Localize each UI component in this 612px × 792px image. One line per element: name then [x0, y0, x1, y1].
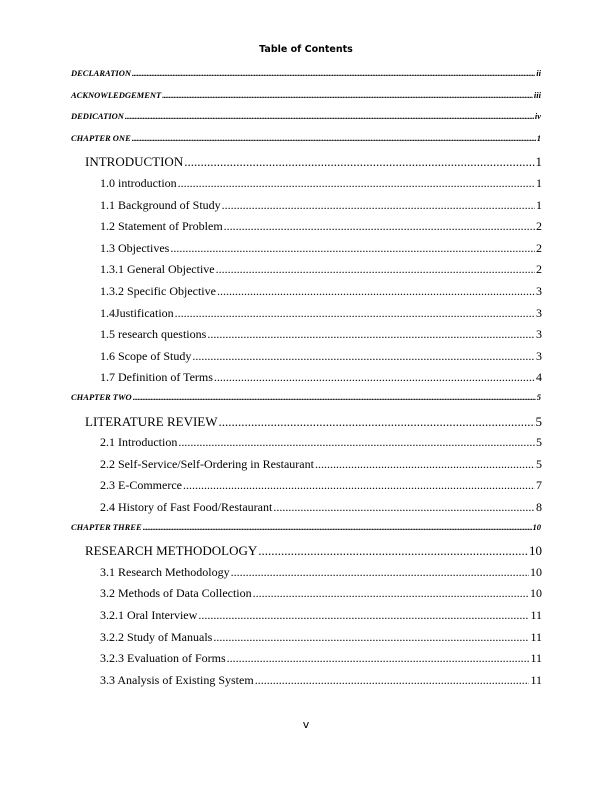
toc-entry-label: 1.0 introduction	[100, 176, 177, 190]
toc-entry-label: CHAPTER TWO	[71, 392, 132, 402]
toc-entry[interactable]	[100, 219, 542, 234]
toc-entry-page: 10	[529, 543, 542, 559]
toc-entry-label: CHAPTER THREE	[71, 521, 142, 532]
page-title: Table of Contents	[259, 44, 353, 55]
toc-entry-label: DECLARATION	[71, 68, 131, 78]
dot-leader	[192, 349, 535, 364]
dot-leader	[255, 673, 530, 688]
toc-entry[interactable]	[100, 565, 542, 580]
toc-entry-page: 3	[536, 327, 542, 342]
toc-entry-label: ACKNOWLEDGEMENT	[71, 89, 162, 100]
toc-entry-page: 10	[530, 586, 542, 601]
toc-entry[interactable]	[85, 543, 542, 559]
toc-entry[interactable]	[100, 586, 542, 601]
dot-leader	[162, 90, 533, 100]
dot-leader	[253, 586, 529, 601]
toc-entry[interactable]	[100, 284, 542, 299]
toc-entry[interactable]	[100, 608, 542, 623]
dot-leader	[143, 522, 532, 532]
toc-entry[interactable]	[100, 630, 542, 645]
toc-entry-label: 1.3 Objectives	[100, 240, 170, 255]
dot-leader	[178, 435, 535, 450]
dot-leader	[132, 68, 535, 78]
dot-leader	[132, 133, 536, 143]
toc-entry[interactable]	[100, 241, 542, 256]
toc-entry-page: 11	[530, 651, 542, 666]
dot-leader	[198, 608, 529, 623]
dot-leader	[217, 284, 535, 299]
toc-entry[interactable]	[100, 176, 542, 191]
toc-entry-page: 5	[535, 413, 542, 429]
toc-entry[interactable]	[100, 306, 542, 321]
page-number: v	[302, 718, 310, 731]
toc-entry[interactable]	[100, 651, 542, 666]
toc-entry-label: DEDICATION	[71, 111, 124, 122]
toc-entry[interactable]	[100, 198, 542, 213]
toc-entry-label: 1.7 Definition of Terms	[100, 370, 213, 385]
dot-leader	[175, 306, 535, 321]
toc-entry[interactable]	[100, 327, 542, 342]
dot-leader	[214, 370, 535, 385]
toc-entry-page: 3	[536, 348, 542, 363]
toc-entry[interactable]	[100, 478, 542, 493]
toc-entry-label: INTRODUCTION	[85, 154, 184, 170]
dot-leader	[213, 630, 529, 645]
toc-entry-page: 11	[530, 672, 542, 687]
dot-leader	[273, 500, 535, 515]
toc-entry-label: 2.2 Self-Service/Self-Ordering in Restaurant	[100, 456, 314, 471]
dot-leader	[183, 478, 535, 493]
dot-leader	[216, 262, 535, 277]
toc-entry-page: 2	[536, 219, 542, 234]
toc-entry-label: 1.5 research questions	[100, 327, 207, 342]
toc-entry[interactable]	[100, 435, 542, 450]
toc-entry[interactable]	[71, 68, 541, 78]
toc-entry-page: 3	[536, 284, 542, 298]
toc-entry-label: RESEARCH METHODOLOGY	[85, 543, 258, 559]
toc-entry-page: 1	[536, 197, 542, 212]
toc-entry-label: 2.4 History of Fast Food/Restaurant	[100, 500, 273, 514]
toc-entry-label: 2.1 Introduction	[100, 435, 178, 450]
toc-entry-page: 11	[530, 608, 542, 622]
dot-leader	[170, 241, 535, 256]
dot-leader	[133, 392, 536, 402]
dot-leader	[231, 565, 529, 580]
toc-entry-label: 3.2.1 Oral Interview	[100, 608, 198, 622]
toc-entry-page: 5	[536, 435, 542, 450]
dot-leader	[125, 111, 534, 121]
toc-entry[interactable]	[71, 392, 541, 402]
dot-leader	[184, 154, 534, 170]
toc-entry-page: 2	[536, 262, 542, 277]
toc-entry-label: 3.3 Analysis of Existing System	[100, 672, 254, 687]
toc-entry-page: 1	[536, 176, 542, 190]
dot-leader	[227, 651, 530, 666]
toc-entry[interactable]	[100, 673, 542, 688]
toc-entry-label: 3.2.2 Study of Manuals	[100, 629, 213, 644]
dot-leader	[219, 414, 535, 430]
toc-entry-label: LITERATURE REVIEW	[85, 413, 218, 429]
toc-entry-page: 1	[535, 154, 542, 170]
toc-entry[interactable]	[100, 370, 542, 385]
toc-entry-page: 8	[536, 500, 542, 514]
toc-entry[interactable]	[100, 262, 542, 277]
toc-entry[interactable]	[71, 90, 541, 100]
toc-entry-page: 7	[536, 478, 542, 493]
toc-entry[interactable]	[100, 500, 542, 515]
toc-entry-label: 3.2.3 Evaluation of Forms	[100, 651, 226, 666]
toc-entry-label: 1.3.1 General Objective	[100, 262, 215, 277]
toc-entry-page: 1	[536, 132, 541, 143]
toc-entry[interactable]	[85, 154, 542, 170]
toc-entry-label: 2.3 E-Commerce	[100, 478, 182, 493]
toc-entry-label: 3.1 Research Methodology	[100, 564, 230, 579]
dot-leader	[178, 176, 535, 191]
toc-entry-page: iv	[534, 111, 541, 122]
toc-entry[interactable]	[71, 522, 541, 532]
dot-leader	[207, 327, 535, 342]
toc-entry-page: 4	[536, 370, 542, 385]
toc-entry-page: 10	[532, 521, 541, 532]
dot-leader	[224, 219, 535, 234]
toc-entry-label: CHAPTER ONE	[71, 132, 131, 143]
toc-entry[interactable]	[100, 457, 542, 472]
dot-leader	[315, 457, 535, 472]
toc-entry-label: 3.2 Methods of Data Collection	[100, 586, 252, 601]
toc-entry[interactable]	[71, 111, 541, 121]
dot-leader	[222, 198, 535, 213]
dot-leader	[258, 543, 528, 559]
toc-entry[interactable]	[71, 133, 541, 143]
toc-entry-page: ii	[536, 68, 541, 78]
toc-entry-page: 2	[536, 240, 542, 255]
toc-entry-page: 5	[536, 456, 542, 471]
toc-entry-label: 1.4Justification	[100, 305, 174, 320]
toc-entry-label: 1.3.2 Specific Objective	[100, 284, 216, 298]
toc-entry-page: 3	[536, 305, 542, 320]
toc-entry[interactable]	[85, 414, 542, 430]
toc-entry-page: 5	[536, 392, 541, 402]
toc-entry-page: 10	[530, 564, 542, 579]
toc-entry-label: 1.1 Background of Study	[100, 197, 221, 212]
toc-entry[interactable]	[100, 349, 542, 364]
toc-entry-page: 11	[530, 629, 542, 644]
toc-entry-label: 1.2 Statement of Problem	[100, 219, 223, 234]
toc-entry-page: iii	[533, 89, 541, 100]
toc-entry-label: 1.6 Scope of Study	[100, 348, 192, 363]
